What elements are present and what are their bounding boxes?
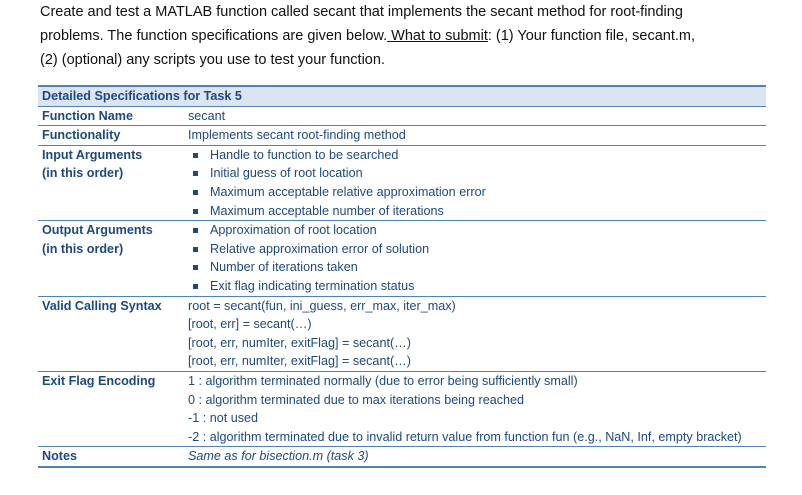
syntax-line: root = secant(fun, ini_guess, err_max, iter_max) bbox=[188, 298, 456, 313]
list-item: Maximum acceptable relative approximation error bbox=[188, 183, 766, 202]
table-row-input-arguments bbox=[38, 145, 766, 220]
syntax-line: [root, err] = secant(…) bbox=[188, 317, 312, 332]
what-to-submit-label: What to submit bbox=[387, 28, 488, 44]
function-name-label: Function Name bbox=[38, 106, 184, 126]
exit-flag-line: -1 : not used bbox=[188, 411, 259, 426]
output-arguments-label-line-1: Output Arguments bbox=[42, 223, 153, 238]
syntax-line: [root, err, numIter, exitFlag] = secant(…) bbox=[188, 354, 411, 369]
input-arguments-label-line-1: Input Arguments bbox=[42, 147, 143, 162]
table-row-functionality bbox=[38, 126, 766, 146]
list-item: Approximation of root location bbox=[188, 221, 766, 240]
input-arguments-value bbox=[184, 145, 766, 220]
calling-syntax-label: Valid Calling Syntax bbox=[38, 296, 184, 371]
calling-syntax-value bbox=[184, 296, 766, 371]
list-item: Initial guess of root location bbox=[188, 164, 766, 183]
list-item: Number of iterations taken bbox=[188, 258, 766, 277]
list-item: Handle to function to be searched bbox=[188, 146, 766, 165]
exit-flag-value bbox=[184, 371, 766, 446]
table-row-notes bbox=[38, 447, 766, 467]
functionality-label: Functionality bbox=[38, 126, 184, 146]
exit-flag-label: Exit Flag Encoding bbox=[38, 371, 184, 446]
table-row-function-name bbox=[38, 106, 766, 126]
intro-line-2-tail: : (1) Your function file, secant.m, bbox=[487, 28, 695, 44]
list-item: Maximum acceptable number of iterations bbox=[188, 202, 766, 221]
list-item: Exit flag indicating termination status bbox=[188, 277, 766, 296]
output-arguments-label bbox=[38, 221, 184, 296]
output-arguments-label-line-2: (in this order) bbox=[42, 241, 124, 256]
task-intro bbox=[40, 0, 780, 72]
specifications-table bbox=[38, 85, 766, 468]
table-row-exit-flag bbox=[38, 371, 766, 446]
input-arguments-list bbox=[188, 146, 766, 220]
input-arguments-label-line-2: (in this order) bbox=[42, 166, 124, 181]
table-row-calling-syntax bbox=[38, 296, 766, 371]
intro-line-2-text: problems. The function specifications are given below. bbox=[40, 28, 388, 44]
notes-label: Notes bbox=[38, 447, 184, 467]
exit-flag-line: 0 : algorithm terminated due to max iterations being reached bbox=[188, 392, 525, 407]
intro-line-1: Create and test a MATLAB function called secant that implements the secant method for root-finding bbox=[40, 4, 683, 20]
list-item: Relative approximation error of solution bbox=[188, 240, 766, 259]
exit-flag-line: -2 : algorithm terminated due to invalid return value from function fun (e.g., NaN, Inf, empty bracket) bbox=[188, 429, 742, 444]
syntax-line: [root, err, numIter, exitFlag] = secant(…) bbox=[188, 335, 411, 350]
functionality-value: Implements secant root-finding method bbox=[184, 126, 766, 146]
function-name-value: secant bbox=[184, 106, 766, 126]
table-header-row bbox=[38, 86, 766, 106]
table-row-output-arguments bbox=[38, 221, 766, 296]
output-arguments-list bbox=[188, 221, 766, 295]
output-arguments-value bbox=[184, 221, 766, 296]
input-arguments-label bbox=[38, 145, 184, 220]
table-caption: Detailed Specifications for Task 5 bbox=[38, 86, 766, 106]
intro-line-3: (2) (optional) any scripts you use to test your function. bbox=[40, 52, 385, 68]
intro-line-2 bbox=[40, 24, 780, 48]
exit-flag-line: 1 : algorithm terminated normally (due to error being sufficiently small) bbox=[188, 373, 578, 388]
notes-value: Same as for bisection.m (task 3) bbox=[184, 447, 766, 467]
